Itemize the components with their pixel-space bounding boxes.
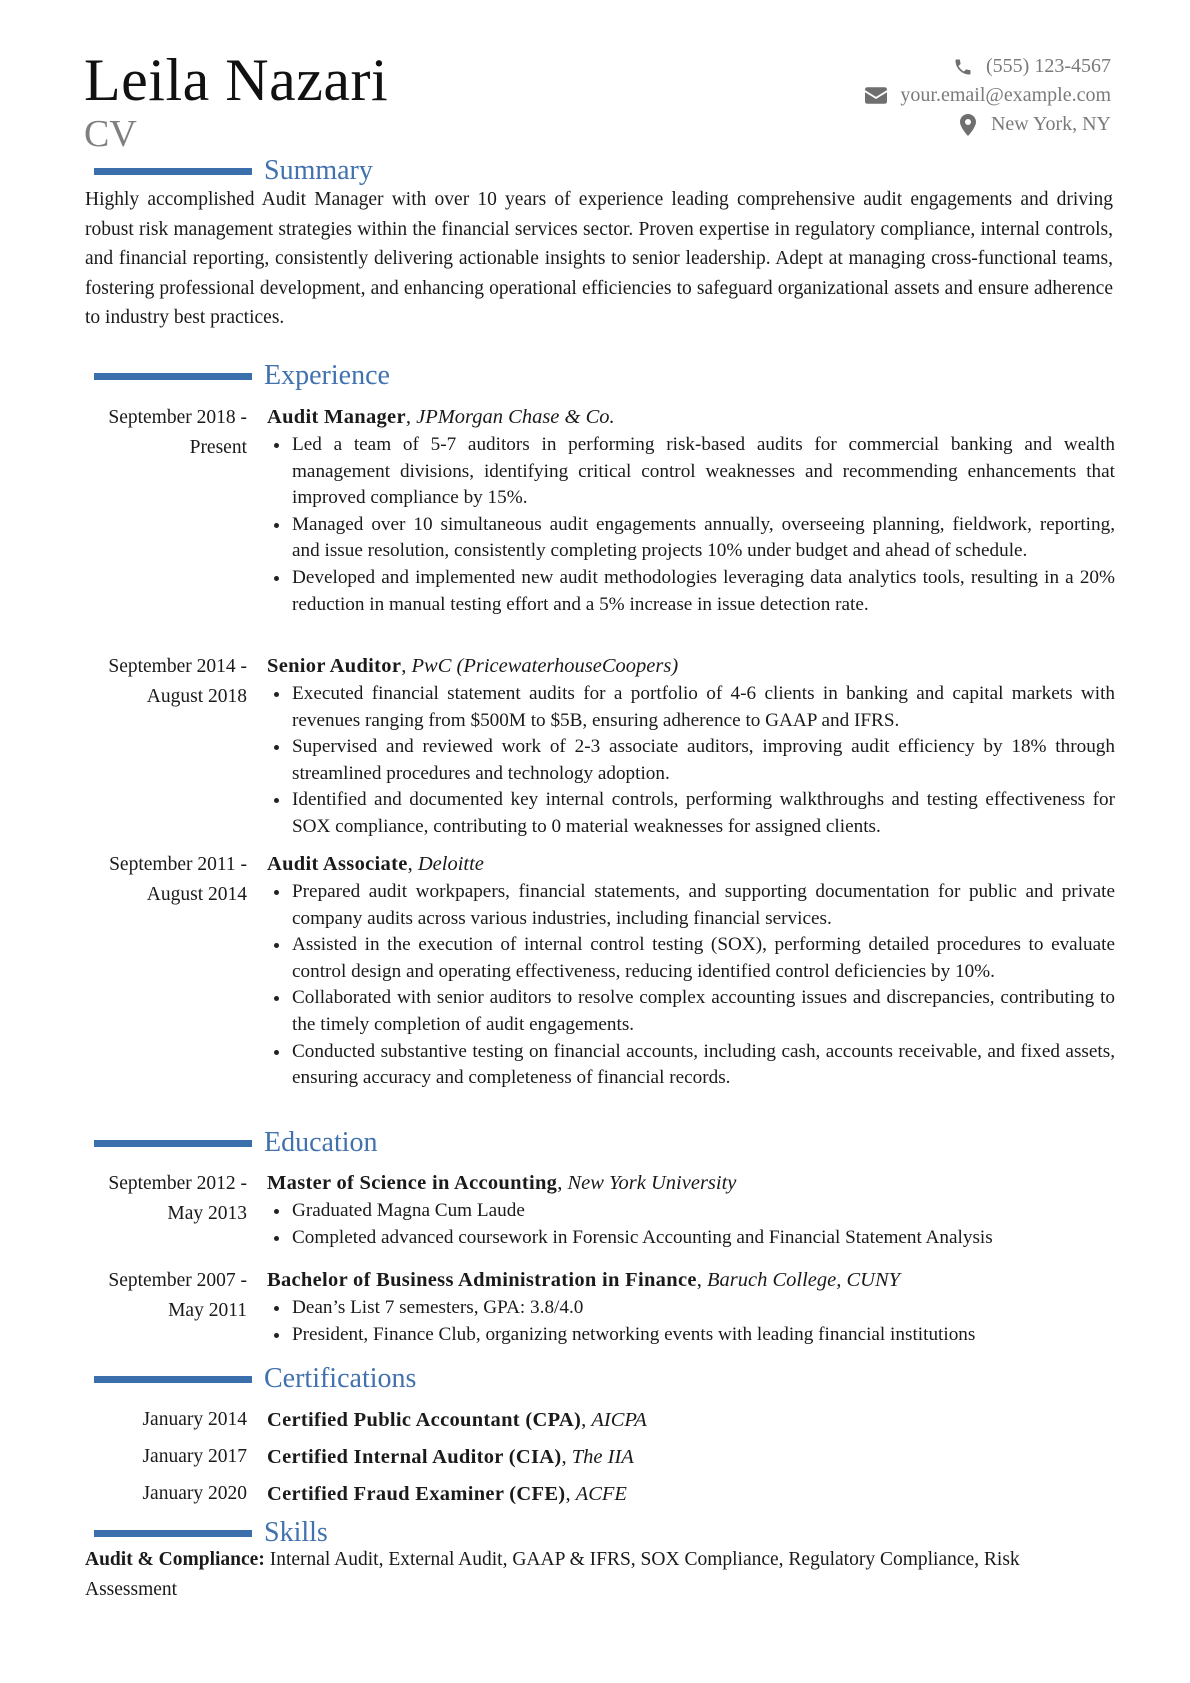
section-title: Education [264,1127,378,1158]
entry-date: September 2018 - Present [108,407,247,458]
entry-content [267,1266,1115,1348]
section-accent-bar [94,168,252,175]
entry-content [267,652,1115,841]
cert-content: Certified Public Accountant (CPA), AICPA [267,1409,647,1431]
bullet-list [267,432,1115,618]
cert-content: Certified Internal Auditor (CIA), The IIA [267,1446,634,1468]
phone-icon [952,56,974,78]
entry-date: September 2011 - August 2014 [109,854,247,905]
degree: Bachelor of Business Administration in Finance [267,1269,697,1291]
entry-date: September 2014 - August 2018 [108,656,247,707]
entry-title: Bachelor of Business Administration in Finance, Baruch College, CUNY [267,1269,901,1291]
contact-phone [864,52,1111,81]
phone-text[interactable]: (555) 123-4567 [986,55,1111,77]
job-role: Audit Associate [267,853,408,875]
bullet-item: Completed advanced coursework in Forensic Accounting and Financial Statement Analysis [267,1225,1115,1252]
section-heading-education [94,1125,378,1161]
section-heading-certifications [94,1361,416,1397]
cert-content: Certified Fraud Examiner (CFE), ACFE [267,1483,627,1505]
entry-content [267,850,1115,1092]
entry-title: Senior Auditor, PwC (PricewaterhouseCoopers) [267,655,679,677]
cert-date: January 2017 [142,1446,247,1467]
section-accent-bar [94,1140,252,1147]
bullet-item: Developed and implemented new audit methodologies leveraging data analytics tools, resulting in a 20% reduction in manual testing effort and a 5% increase in issue detection rate. [267,565,1115,618]
cert-name: Certified Fraud Examiner (CFE) [267,1483,566,1505]
cert-name: Certified Public Accountant (CPA) [267,1409,582,1431]
employer: PwC (PricewaterhouseCoopers) [411,655,679,677]
location-text: New York, NY [990,113,1111,135]
bullet-item: Managed over 10 simultaneous audit engagements annually, overseeing planning, fieldwork, reporting, and issue resolution, consistently completing projects 10% under budget and ahead of schedule. [267,512,1115,565]
certification-row [85,1405,1115,1435]
bullet-item: President, Finance Club, organizing networking events with leading financial institutions [267,1322,1115,1349]
bullet-item: Dean’s List 7 semesters, GPA: 3.8/4.0 [267,1295,1115,1322]
job-role: Senior Auditor [267,655,402,677]
bullet-item: Identified and documented key internal controls, performing walkthroughs and testing effectiveness for SOX compliance, contributing to 0 material weaknesses for assigned clients. [267,787,1115,840]
bullet-item: Supervised and reviewed work of 2-3 associate auditors, improving audit efficiency by 18% through streamlined procedures and technology adoption. [267,734,1115,787]
bullet-list [267,879,1115,1092]
summary-paragraph: Highly accomplished Audit Manager with over 10 years of experience leading comprehensive audit engagements and driving robust risk management strategies within the financial services sector. Proven expertise in regulatory compliance, internal controls, and financial reporting, consistently delivering actionable insights to senior leadership. Adept at managing cross-functional teams, fostering professional development, and enhancing operational efficiencies to safeguard organizational assets and ensure adherence to industry best practices. [85,189,1113,328]
entry-content [267,403,1115,618]
section-accent-bar [94,1530,252,1537]
certification-row [85,1479,1115,1509]
bullet-list [267,681,1115,841]
cert-name: Certified Internal Auditor (CIA) [267,1446,562,1468]
entry-content [267,1169,1115,1251]
cert-date: January 2014 [142,1409,247,1430]
degree: Master of Science in Accounting [267,1172,558,1194]
bullet-list [267,1198,1115,1251]
bullet-list [267,1295,1115,1348]
school: Baruch College, CUNY [707,1269,901,1291]
cert-issuer: ACFE [575,1483,627,1505]
map-pin-icon [957,114,979,136]
entry-date: September 2012 - May 2013 [108,1173,247,1224]
entry-title: Audit Manager, JPMorgan Chase & Co. [267,406,615,428]
bullet-item: Graduated Magna Cum Laude [267,1198,1115,1225]
job-role: Audit Manager [267,406,406,428]
bullet-item: Prepared audit workpapers, financial statements, and supporting documentation for public and private company audits across various industries, including financial services. [267,879,1115,932]
bullet-item: Collaborated with senior auditors to resolve complex accounting issues and discrepancies, contributing to the timely completion of audit engagements. [267,985,1115,1038]
bullet-item: Assisted in the execution of internal control testing (SOX), performing detailed procedures to evaluate control design and operating effectiveness, reducing identified control deficiencies by 10%. [267,932,1115,985]
employer: Deloitte [417,853,484,875]
section-accent-bar [94,373,252,380]
entry-date: September 2007 - May 2011 [108,1270,247,1321]
email-link[interactable]: your.email@example.com [900,84,1111,106]
skills-list: Internal Audit, External Audit, GAAP & IFRS, SOX Compliance, Regulatory Compliance, Risk Assessment [85,1549,1020,1600]
cert-issuer: The IIA [571,1446,634,1468]
bullet-item: Led a team of 5-7 auditors in performing risk-based audits for commercial banking and wealth management divisions, identifying critical control weaknesses and recommending enhancements that improved compliance by 15%. [267,432,1115,512]
envelope-icon [864,85,888,107]
bullet-item: Conducted substantive testing on financial accounts, including cash, accounts receivable, and fixed assets, ensuring accuracy and completeness of financial records. [267,1039,1115,1092]
section-accent-bar [94,1376,252,1383]
candidate-name: Leila Nazari [84,47,389,113]
contact-location [864,110,1111,139]
skills-paragraph [85,1545,1115,1604]
skills-category: Audit & Compliance: [85,1549,265,1570]
bullet-item: Executed financial statement audits for a portfolio of 4-6 clients in banking and capital markets with revenues ranging from $500M to $5B, ensuring adherence to GAAP and IFRS. [267,681,1115,734]
section-heading-summary [94,153,373,189]
cert-date: January 2020 [142,1483,247,1504]
certification-row [85,1442,1115,1472]
school: New York University [567,1172,737,1194]
section-title: Certifications [264,1363,417,1394]
entry-title: Master of Science in Accounting, New York University [267,1172,737,1194]
section-heading-experience [94,358,390,394]
contact-block [864,52,1111,139]
cert-issuer: AICPA [591,1409,647,1431]
section-title: Skills [264,1517,328,1548]
section-title: Experience [264,360,390,391]
contact-email [864,81,1111,110]
section-title: Summary [264,155,373,186]
employer: JPMorgan Chase & Co. [416,406,615,428]
entry-title: Audit Associate, Deloitte [267,853,484,875]
document-subtitle: CV [84,113,137,155]
